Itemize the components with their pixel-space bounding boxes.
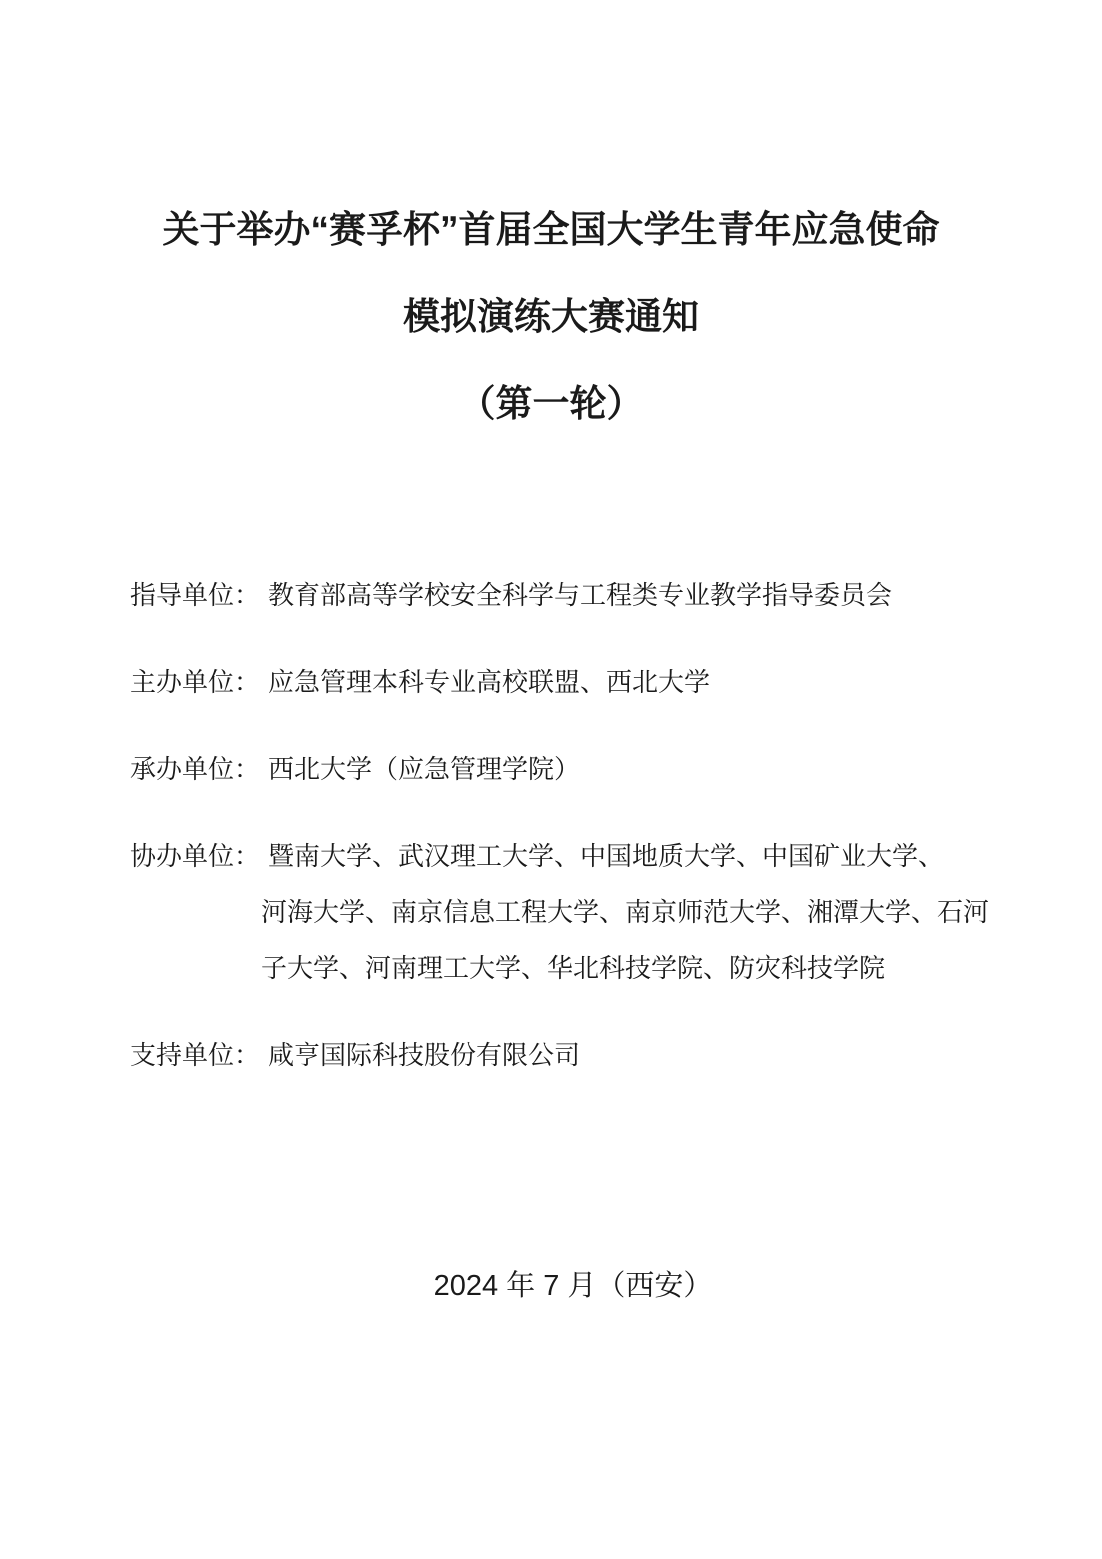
org-label-support: 支持单位： (130, 1040, 261, 1070)
org-content-support: 咸亨国际科技股份有限公司 (268, 1040, 581, 1070)
document-title-line-3: （第一轮） (458, 383, 644, 424)
document-title-line-2: 模拟演练大赛通知 (403, 296, 699, 337)
org-label-guidance: 指导单位： (130, 580, 261, 610)
org-content-host: 应急管理本科专业高校联盟、西北大学 (268, 667, 711, 697)
org-row-support-unit (130, 1038, 580, 1072)
co-organizer-line-2: 河海大学、南京信息工程大学、南京师范大学、湘潭大学、石河 (261, 897, 990, 927)
date-place-line: 2024 年 7 月（西安） (433, 1270, 713, 1302)
org-row-co-organizer-unit (130, 839, 989, 985)
org-row-host-unit (130, 665, 710, 699)
org-content-co-organizer (261, 839, 990, 985)
co-organizer-line-1: 暨南大学、武汉理工大学、中国地质大学、中国矿业大学、 (268, 841, 945, 871)
org-row-organizer-unit (130, 752, 580, 786)
co-organizer-line-3: 子大学、河南理工大学、华北科技学院、防灾科技学院 (261, 953, 886, 983)
org-label-organizer: 承办单位： (130, 754, 261, 784)
org-content-organizer: 西北大学（应急管理学院） (268, 754, 581, 784)
document-title-line-1: 关于举办“赛孚杯”首届全国大学生青年应急使命 (162, 209, 940, 250)
org-label-co-organizer: 协办单位： (130, 841, 261, 871)
org-label-host: 主办单位： (130, 667, 261, 697)
org-content-guidance: 教育部高等学校安全科学与工程类专业教学指导委员会 (268, 580, 893, 610)
org-row-guidance-unit (130, 578, 892, 612)
